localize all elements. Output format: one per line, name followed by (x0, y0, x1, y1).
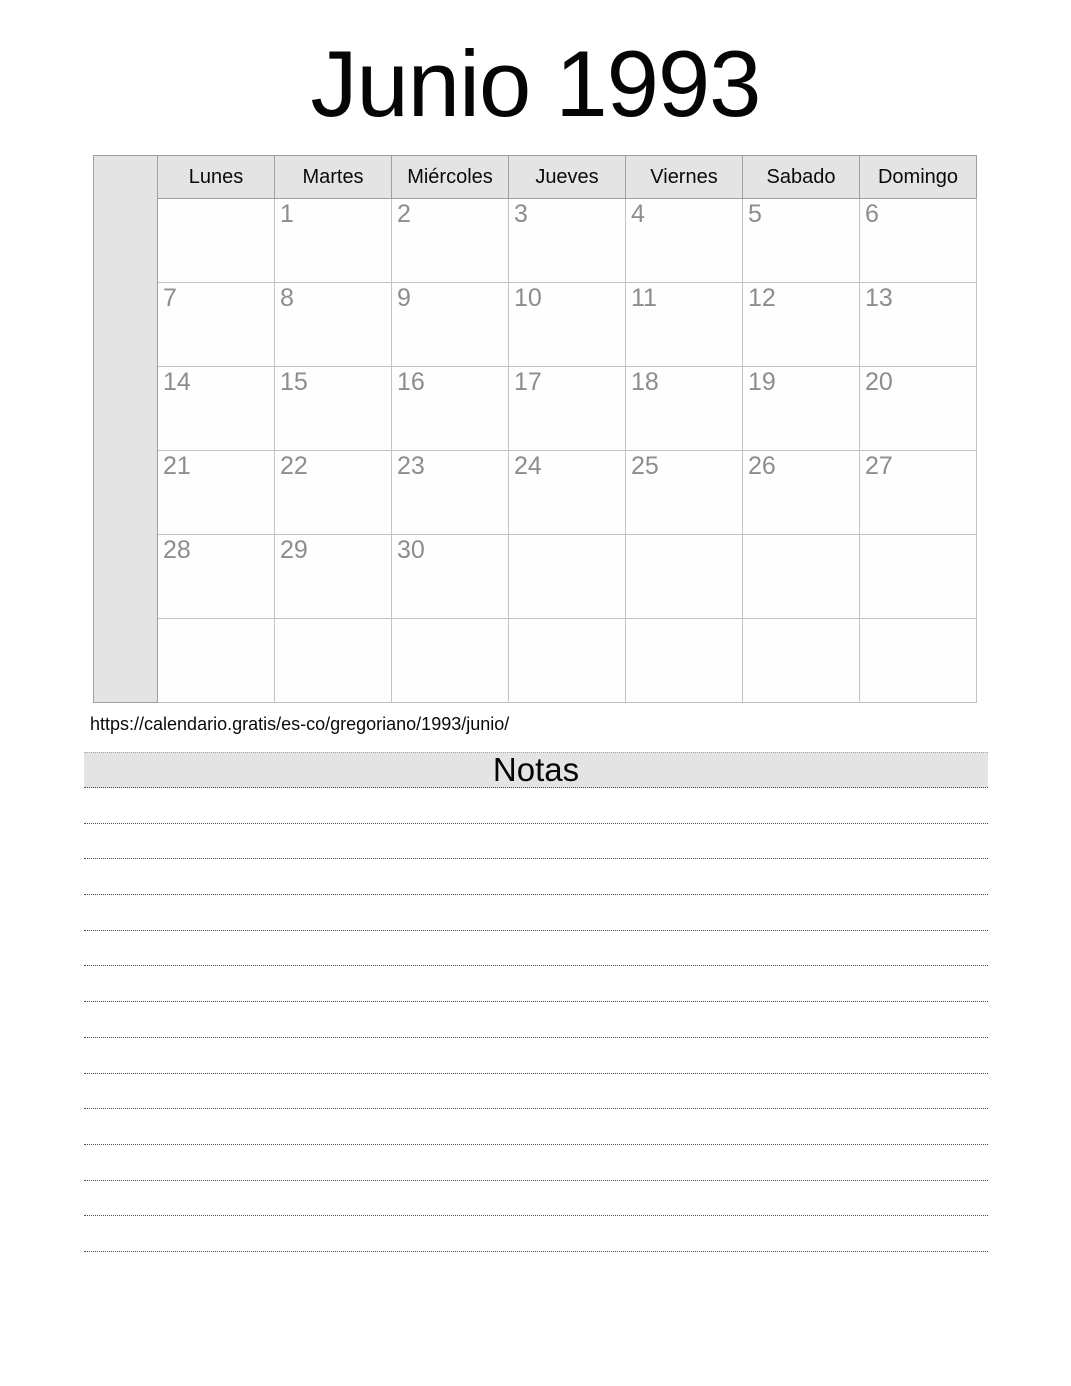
day-cell-26: 26 (743, 451, 860, 535)
day-cell-16: 16 (392, 367, 509, 451)
note-line (84, 1074, 988, 1110)
note-line (84, 824, 988, 860)
week-row-4 (94, 451, 977, 535)
note-line (84, 1145, 988, 1181)
weekday-header-domingo: Domingo (860, 156, 977, 199)
day-cell-15: 15 (275, 367, 392, 451)
note-line (84, 788, 988, 824)
day-cell-13: 13 (860, 283, 977, 367)
day-cell-empty (158, 199, 275, 283)
day-cell-17: 17 (509, 367, 626, 451)
note-line (84, 859, 988, 895)
day-cell-4: 4 (626, 199, 743, 283)
day-cell-18: 18 (626, 367, 743, 451)
day-cell-2: 2 (392, 199, 509, 283)
day-cell-14: 14 (158, 367, 275, 451)
note-line (84, 1002, 988, 1038)
day-cell-23: 23 (392, 451, 509, 535)
day-cell-empty (626, 535, 743, 619)
day-cell-9: 9 (392, 283, 509, 367)
day-cell-6: 6 (860, 199, 977, 283)
weekday-header-miercoles: Miércoles (392, 156, 509, 199)
day-cell-3: 3 (509, 199, 626, 283)
note-line (84, 1038, 988, 1074)
day-cell-10: 10 (509, 283, 626, 367)
note-line (84, 931, 988, 967)
week-row-1 (94, 199, 977, 283)
note-line (84, 1216, 988, 1252)
notes-lines-area (84, 788, 988, 1252)
weekday-header-lunes: Lunes (158, 156, 275, 199)
note-line (84, 895, 988, 931)
day-cell-25: 25 (626, 451, 743, 535)
day-cell-empty (626, 619, 743, 703)
day-cell-5: 5 (743, 199, 860, 283)
week-row-3 (94, 367, 977, 451)
day-cell-12: 12 (743, 283, 860, 367)
day-cell-empty (275, 619, 392, 703)
day-cell-empty (743, 535, 860, 619)
note-line (84, 1109, 988, 1145)
weekday-header-row (94, 156, 977, 199)
day-cell-27: 27 (860, 451, 977, 535)
weekday-header-jueves: Jueves (509, 156, 626, 199)
day-cell-7: 7 (158, 283, 275, 367)
day-cell-22: 22 (275, 451, 392, 535)
week-row-5 (94, 535, 977, 619)
day-cell-20: 20 (860, 367, 977, 451)
page-title: Junio 1993 (310, 31, 761, 136)
day-cell-empty (509, 619, 626, 703)
day-cell-empty (743, 619, 860, 703)
day-cell-29: 29 (275, 535, 392, 619)
week-row-2 (94, 283, 977, 367)
day-cell-empty (392, 619, 509, 703)
day-cell-empty (158, 619, 275, 703)
day-cell-empty (860, 535, 977, 619)
day-cell-28: 28 (158, 535, 275, 619)
source-url-text: https://calendario.gratis/es-co/gregoriano/1993/junio/ (90, 714, 510, 734)
calendar-table (93, 155, 977, 703)
day-cell-24: 24 (509, 451, 626, 535)
weekday-header-martes: Martes (275, 156, 392, 199)
note-line (84, 1181, 988, 1217)
week-row-6 (94, 619, 977, 703)
weekday-header-viernes: Viernes (626, 156, 743, 199)
day-cell-21: 21 (158, 451, 275, 535)
notes-section-header: Notas (84, 752, 988, 788)
weekday-header-sabado: Sabado (743, 156, 860, 199)
note-line (84, 966, 988, 1002)
day-cell-11: 11 (626, 283, 743, 367)
day-cell-1: 1 (275, 199, 392, 283)
day-cell-empty (860, 619, 977, 703)
day-cell-8: 8 (275, 283, 392, 367)
day-cell-empty (509, 535, 626, 619)
day-cell-19: 19 (743, 367, 860, 451)
week-number-spacer-cell (94, 156, 158, 703)
day-cell-30: 30 (392, 535, 509, 619)
